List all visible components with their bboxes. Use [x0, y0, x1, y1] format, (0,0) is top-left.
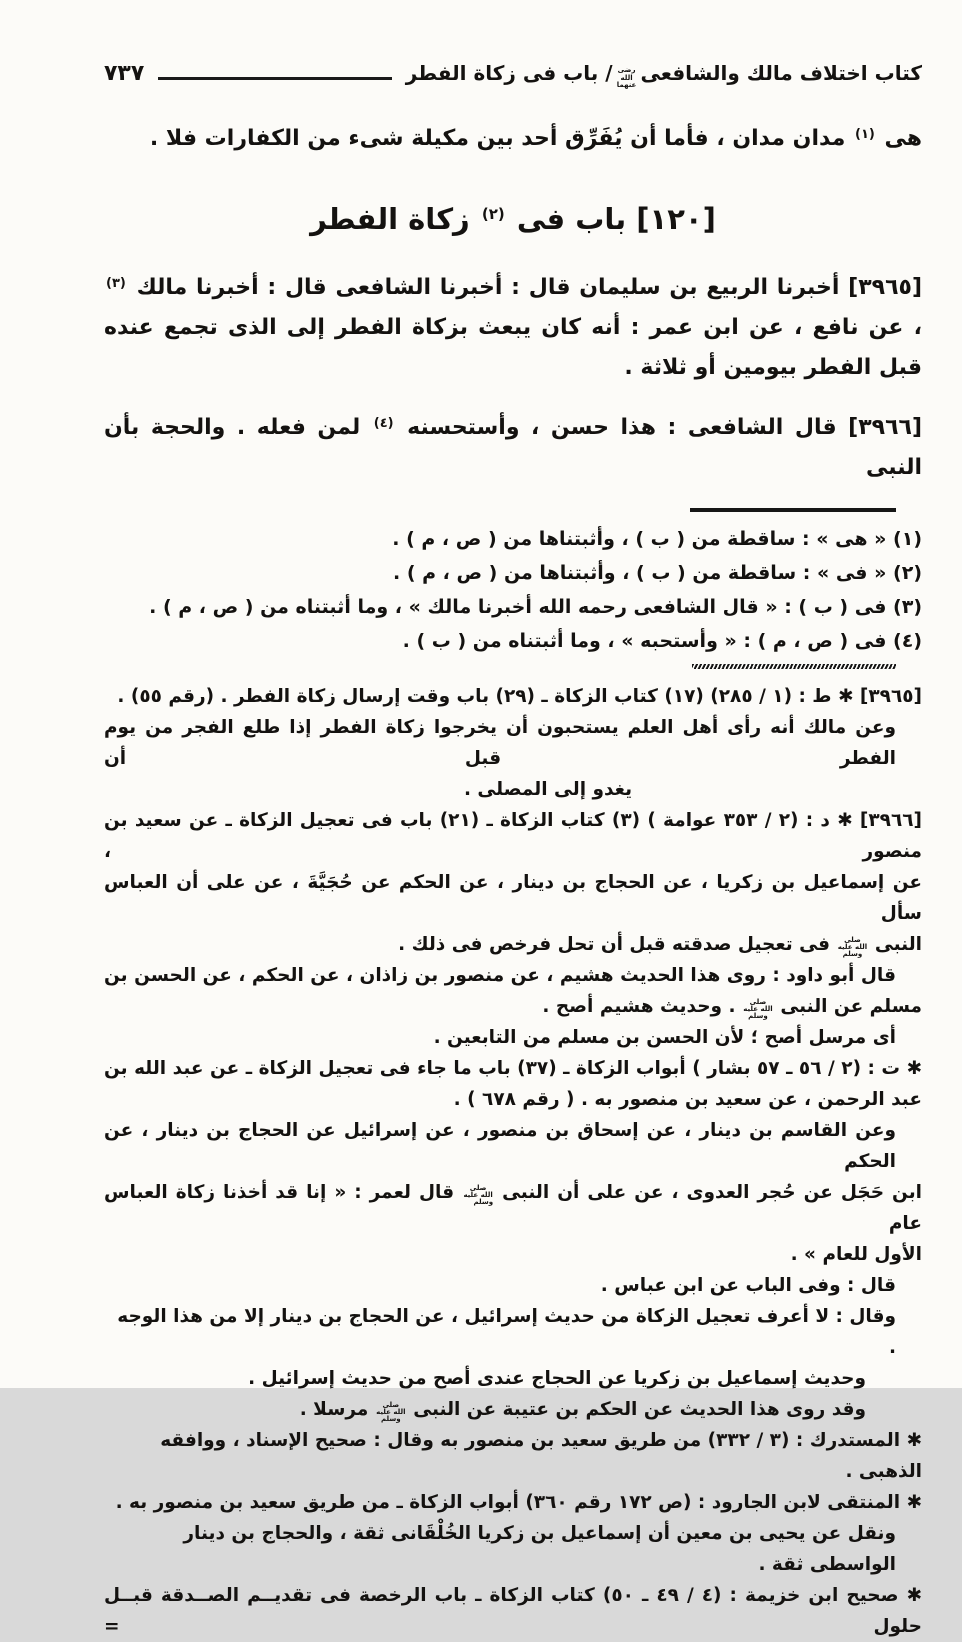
takhrij-line: يغدو إلى المصلى . — [463, 779, 633, 801]
takhrij-line: الأول للعام » . — [790, 1244, 922, 1266]
takhrij-text-cont: قال لعمر : « إنا قد أخذنا زكاة العباس عام — [104, 1182, 922, 1235]
footnotes-section — [104, 522, 922, 658]
page-number: ٧٣٧ — [104, 60, 145, 86]
footnote-divider — [690, 508, 896, 512]
takhrij-line: [٣٩٦٦] ✱ د : (٢ / ٣٥٣ عوامة ) (٣) كتاب الزكاة ـ (٢١) باب فى تعجيل الزكاة ـ عن سعيد بن منصور ، — [104, 810, 923, 863]
takhrij-line — [104, 991, 922, 1022]
takhrij-line: ✱ المنتقى لابن الجارود : (ص ١٧٢ رقم ٣٦٠) أبواب الزكاة ـ من طريق سعيد بن منصور به . — [115, 1492, 922, 1514]
hadith-3966-text: [٣٩٦٦] قال الشافعى : هذا حسن ، وأستحسنه — [395, 415, 922, 441]
footnote-ref-4: (٤) — [373, 416, 394, 432]
page-header — [104, 58, 922, 89]
chapter-title: [١٢٠] باب فى — [506, 202, 716, 237]
hadith-3965-text-cont: ، عن نافع ، عن ابن عمر : أنه كان يبعث بزكاة الفطر إلى الذى تجمع عنده قبل الفطر بيومين أو ثلاثة . — [104, 315, 922, 381]
takhrij-line — [104, 1177, 922, 1239]
takhrij-line: ونقل عن يحيى بن معين أن إسماعيل بن زكريا الخُلْقَانى ثقة ، والحجاج بن دينار الواسطى ثقة . — [183, 1523, 896, 1576]
takhrij-text-cont: . وحديث هشيم أصح . — [542, 996, 742, 1018]
takhrij-text: النبى — [868, 934, 922, 956]
running-title — [406, 58, 922, 89]
takhrij-line: [٣٩٦٥] ✱ ط : (١ / ٢٨٥) (١٧) كتاب الزكاة ـ (٢٩) باب وقت إرسال زكاة الفطر . (رقم ٥٥) . — [117, 686, 922, 708]
takhrij-line: قال أبو داود : روى هذا الحديث هشيم ، عن منصور بن زاذان ، عن الحكم ، عن الحسن بن — [104, 965, 896, 987]
takhrij-line — [104, 929, 922, 960]
intro-text-cont: مدان مدان ، فأما أن يُفَرِّق أحد بين مكيلة شىء من الكفارات فلا . — [149, 126, 853, 152]
prophet-honorific: صلى الله عليه وسلم — [837, 935, 868, 959]
header-rule — [158, 77, 392, 80]
takhrij-line: وعن مالك أنه رأى أهل العلم يستحبون أن يخرجوا زكاة الفطر إذا طلع الفجر من يوم الفطر قبل أن — [104, 717, 896, 770]
footnote-item: (١) « هى » : ساقطة من ( ب ) ، وأثبتناها من ( ص ، م ) . — [392, 528, 922, 551]
footnote-item: (٤) فى ( ص ، م ) : « وأستحبه » ، وما أثبتناه من ( ب ) . — [402, 630, 922, 653]
prophet-honorific: صلى الله عليه وسلم — [743, 997, 773, 1021]
footnote-ref-2: (٢) — [481, 205, 505, 224]
book-title: كتاب اختلاف مالك والشافعى — [640, 61, 922, 85]
takhrij-line: ✱ ت : (٢ / ٥٦ ـ ٥٧ بشار ) أبواب الزكاة ـ (٣٧) باب ما جاء فى تعجيل الزكاة ـ عن عبد الله بن — [104, 1058, 922, 1080]
takhrij-line: ✱ المستدرك : (٣ / ٣٣٢) من طريق سعيد بن منصور به وقال : صحيح الإسناد ، ووافقه الذهبى . — [160, 1430, 922, 1483]
radi-honorific: رضى الله عنهما — [616, 66, 637, 89]
hadith-3966-text-cont: لمن فعله . والحجة بأن النبى — [104, 415, 922, 481]
footnote-ref-3: (٣) — [106, 276, 126, 292]
takhrij-section — [104, 681, 922, 1642]
takhrij-text: ابن حَجَل عن حُجر العدوى ، عن على أن النبى — [494, 1182, 922, 1204]
section-title: / باب فى زكاة الفطر — [405, 61, 613, 85]
hadith-3965 — [104, 264, 922, 388]
footnote-ref-1: (١) — [854, 127, 875, 143]
hadith-3965-text: [٣٩٦٥] أخبرنا الربيع بن سليمان قال : أخبرنا الشافعى قال : أخبرنا مالك — [127, 275, 922, 301]
takhrij-line — [104, 1394, 922, 1425]
chapter-title-cont: زكاة الفطر — [310, 202, 480, 237]
footnote-item: (٢) « فى » : ساقطة من ( ب ) ، وأثبتناها من ( ص ، م ) . — [392, 562, 922, 585]
takhrij-line: أى مرسل أصح ؛ لأن الحسن بن مسلم من التابعين . — [433, 1027, 896, 1049]
takhrij-text-cont: مرسلا . — [299, 1399, 375, 1421]
takhrij-line: وعن القاسم بن دينار ، عن إسحاق بن منصور ، عن إسرائيل عن الحجاج بن دينار ، عن الحكم — [104, 1120, 896, 1173]
intro-line — [104, 115, 922, 159]
takhrij-text: وقد روى هذا الحديث عن الحكم بن عتيبة عن النبى — [406, 1399, 866, 1421]
prophet-honorific: صلى الله عليه وسلم — [376, 1400, 406, 1424]
takhrij-text: مسلم عن النبى — [773, 996, 922, 1018]
hadith-3966 — [104, 404, 922, 488]
chapter-heading — [104, 191, 922, 242]
footnote-item: (٣) فى ( ب ) : « قال الشافعى رحمه الله أخبرنا مالك » ، وما أثبتناه من ( ص ، م ) . — [149, 596, 922, 619]
takhrij-line: عبد الرحمن ، عن سعيد بن منصور به . ( رقم ٦٧٨ ) . — [453, 1089, 922, 1111]
takhrij-line: قال : وفى الباب عن ابن عباس . — [600, 1275, 896, 1297]
takhrij-line: عن إسماعيل بن زكريا ، عن الحجاج بن دينار ، عن الحكم عن حُجَيَّةَ ، عن على أن العباس سأل — [104, 872, 922, 925]
takhrij-line: ✱ صحيح ابن خزيمة : (٤ / ٤٩ ـ ٥٠) كتاب الزكاة ـ باب الرخصة فى تقديــم الصــدقة قبــل حلول = — [104, 1585, 922, 1638]
intro-text: هى — [876, 126, 922, 152]
takhrij-line: وحديث إسماعيل بن زكريا عن الحجاج عندى أصح من حديث إسرائيل . — [248, 1368, 866, 1390]
takhrij-line: وقال : لا أعرف تعجيل الزكاة من حديث إسرائيل ، عن الحجاج بن دينار إلا من هذا الوجه . — [117, 1306, 896, 1359]
takhrij-text-cont: فى تعجيل صدقته قبل أن تحل فرخص فى ذلك . — [398, 934, 837, 956]
prophet-honorific: صلى الله عليه وسلم — [463, 1183, 494, 1207]
takhrij-divider — [692, 664, 896, 669]
